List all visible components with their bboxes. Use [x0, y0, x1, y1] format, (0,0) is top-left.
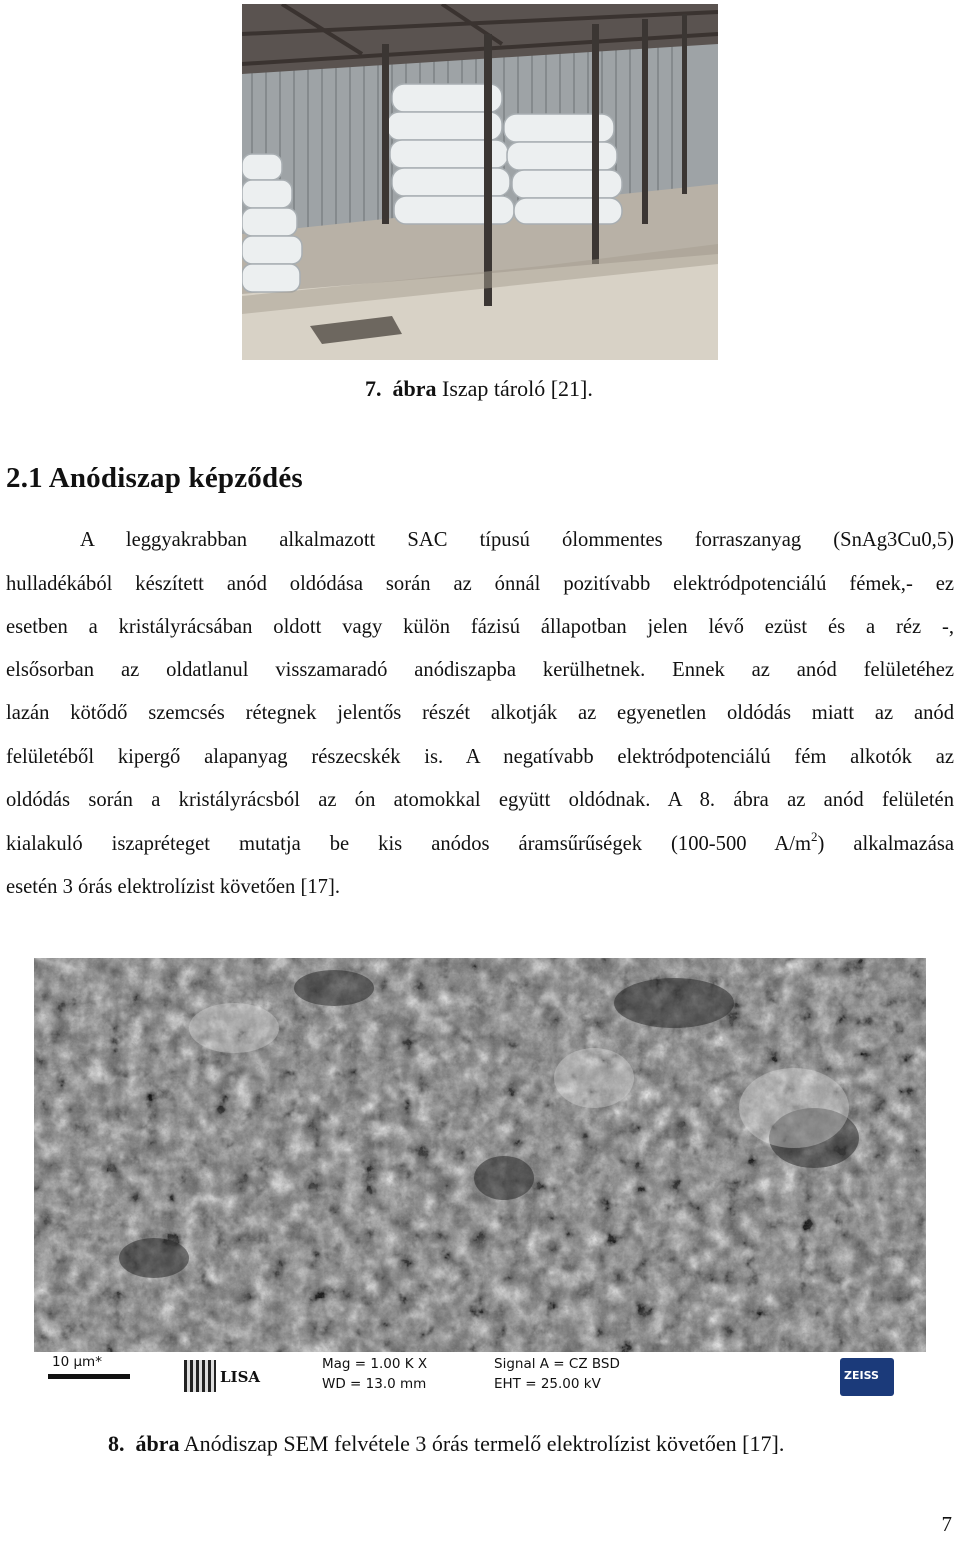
paragraph-line-tail: ) alkalmazása [817, 833, 955, 855]
paragraph-line: esetben a kristályrácsában oldott vagy külön fázisú állapotban jelen lévő ezüst és a réz -, [6, 616, 954, 638]
figure-8-number: 8. [108, 1431, 125, 1456]
lisa-logo-text: LISA [220, 1368, 261, 1386]
superscript: 2 [811, 829, 818, 844]
wd-value: WD = 13.0 mm [322, 1376, 427, 1392]
paragraph-line: esetén 3 órás elektrolízist követően [17]. [6, 876, 340, 898]
figure-8-caption [108, 1431, 784, 1457]
lisa-logo-icon [184, 1360, 216, 1392]
paragraph-line-text: kialakuló iszapréteget mutatja be kis anódos áramsűrűségek (100-500 A/m [6, 833, 812, 855]
sem-image [34, 958, 926, 1352]
figure-7-caption [365, 376, 593, 402]
paragraph-line: A leggyakrabban alkalmazott SAC típusú ólommentes forraszanyag (SnAg3Cu0,5) [80, 529, 954, 551]
figure-7-number: 7. [365, 376, 382, 401]
scale-label: 10 µm* [52, 1354, 102, 1370]
page-number: 7 [941, 1512, 952, 1536]
paragraph-line: felületéből kipergő alapanyag részecskék is. A negatívabb elektródpotenciálú fém alkotók az [6, 746, 954, 768]
scale-bar [48, 1374, 130, 1379]
mag-value: Mag = 1.00 K X [322, 1356, 428, 1372]
signal-value: Signal A = CZ BSD [494, 1356, 620, 1372]
paragraph-line: oldódás során a kristályrácsból az ón atomokkal együtt oldódnak. A 8. ábra az anód felületén [6, 789, 954, 811]
section-heading: 2.1 Anódiszap képződés [6, 462, 303, 494]
figure-7-label: ábra [392, 376, 437, 401]
figure-8-text: Anódiszap SEM felvétele 3 órás termelő elektrolízist követően [17]. [183, 1431, 785, 1456]
paragraph-line: lazán kötődő szemcsés rétegnek jelentős részét alkotják az egyenetlen oldódás miatt az anód [6, 702, 954, 724]
paragraph-line: hulladékából készített anód oldódása során az ónnál pozitívabb elektródpotenciálú fémek,- ez [6, 573, 954, 595]
sem-databar [34, 1352, 926, 1402]
sem-micrograph [34, 958, 926, 1402]
storage-photo [242, 4, 718, 360]
figure-7-text: Iszap tároló [21]. [442, 376, 593, 401]
figure-8-label: ábra [135, 1431, 180, 1456]
zeiss-logo-icon [840, 1358, 894, 1396]
zeiss-logo-text: ZEISS [844, 1369, 879, 1382]
paragraph-line [6, 829, 955, 856]
paragraph-line: elsősorban az oldatlanul visszamaradó anódiszapba kerülhetnek. Ennek az anód felületéhez [6, 659, 954, 681]
eht-value: EHT = 25.00 kV [494, 1376, 601, 1392]
